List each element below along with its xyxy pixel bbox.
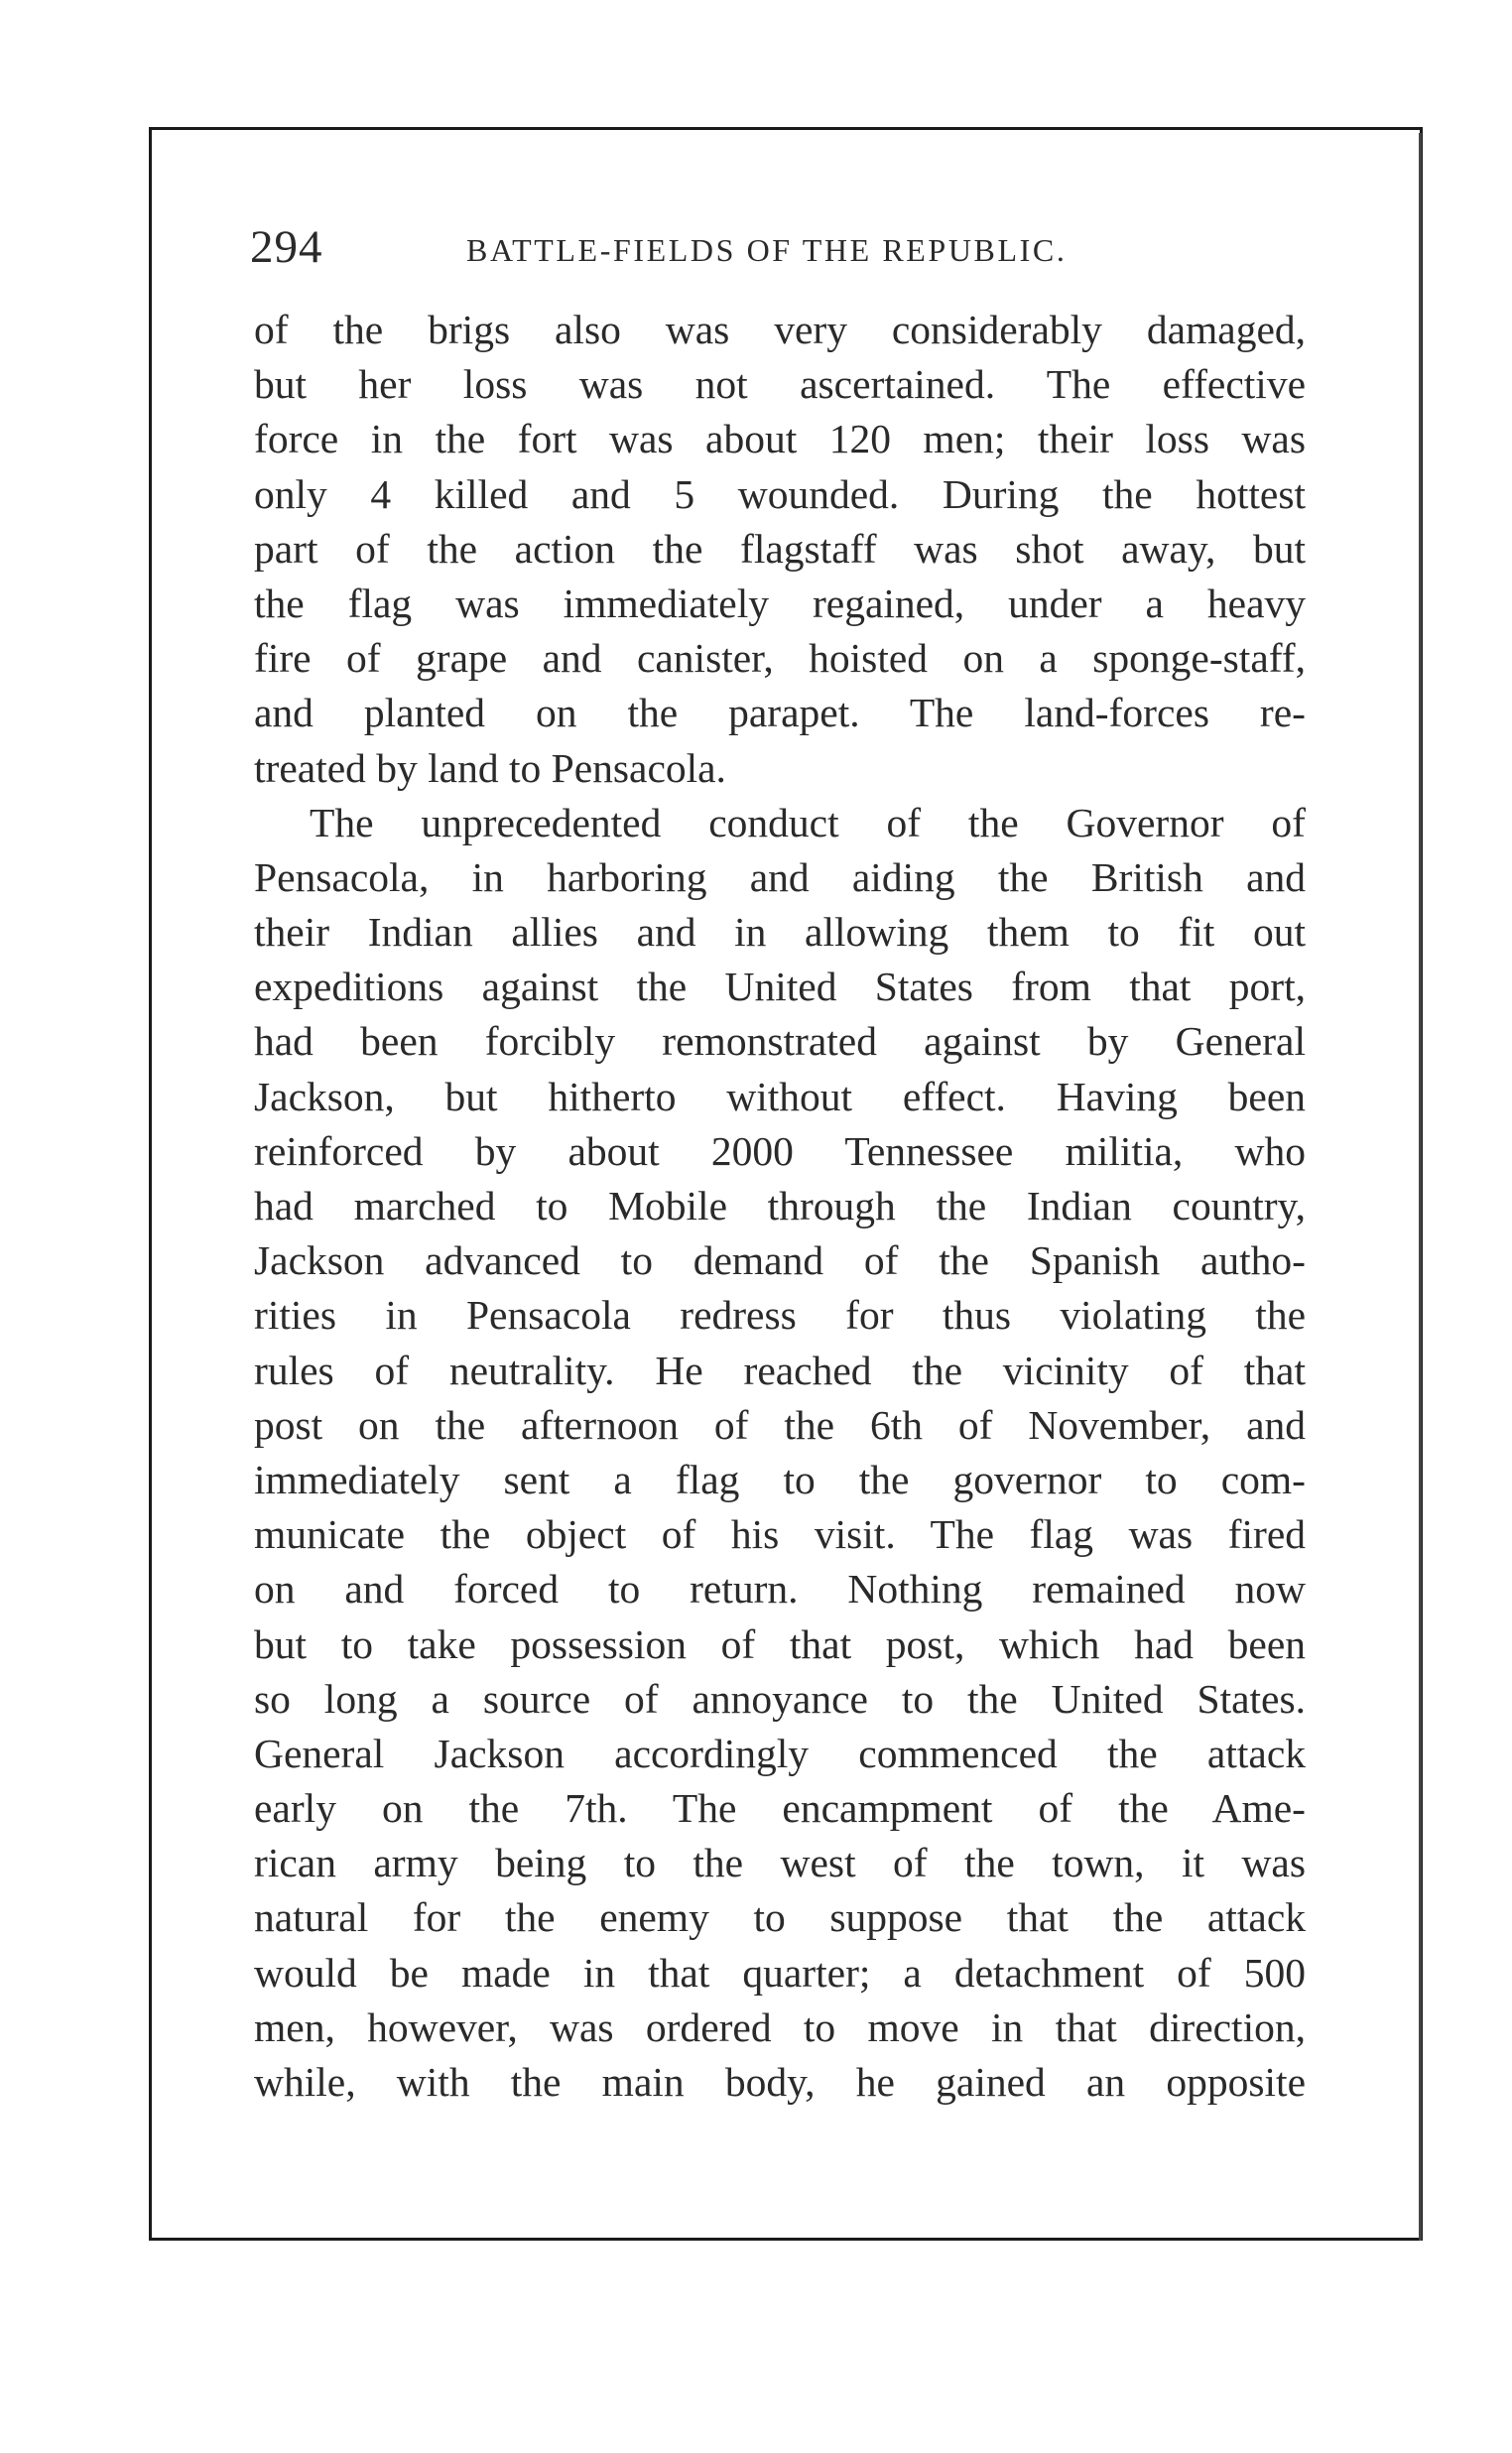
text-line: men, however, was ordered to move in that direction, — [254, 2003, 1306, 2050]
text-line: but her loss was not ascertained. The effective — [254, 361, 1306, 408]
text-line: fire of grape and canister, hoisted on a sponge-staff, — [254, 635, 1306, 682]
text-line: would be made in that quarter; a detachment of 500 — [254, 1949, 1306, 1996]
running-head — [250, 220, 1322, 280]
text-line: of the brigs also was very considerably damaged, — [254, 307, 1306, 352]
text-line: treated by land to Pensacola. — [254, 744, 726, 791]
text-line: Jackson advanced to demand of the Spanish autho- — [254, 1237, 1306, 1284]
page-border-edge — [1419, 133, 1422, 2241]
text-line: had marched to Mobile through the Indian country, — [254, 1183, 1306, 1228]
text-line: the flag was immediately regained, under a heavy — [254, 580, 1306, 626]
text-line: post on the afternoon of the 6th of November, and — [254, 1401, 1306, 1448]
text-line: rities in Pensacola redress for thus violating the — [254, 1292, 1306, 1339]
text-line: municate the object of his visit. The flag was fired — [254, 1511, 1306, 1558]
text-line: while, with the main body, he gained an opposite — [254, 2059, 1306, 2105]
text-line: only 4 killed and 5 wounded. During the hottest — [254, 470, 1306, 517]
text-line: had been forcibly remonstrated against by General — [254, 1018, 1306, 1065]
page-number: 294 — [250, 221, 323, 273]
running-head-title: BATTLE-FIELDS OF THE REPUBLIC. — [466, 232, 1068, 268]
text-line: General Jackson accordingly commenced the attack — [254, 1730, 1306, 1776]
text-line: but to take possession of that post, which had been — [254, 1620, 1306, 1667]
body-text — [254, 303, 1306, 2110]
text-line: and planted on the parapet. The land-forces re- — [254, 690, 1306, 736]
text-line: natural for the enemy to suppose that the attack — [254, 1894, 1306, 1941]
text-line: force in the fort was about 120 men; their loss was — [254, 416, 1306, 462]
text-line: expeditions against the United States from that port, — [254, 964, 1306, 1010]
text-line: reinforced by about 2000 Tennessee militia, who — [254, 1127, 1306, 1174]
text-line: Pensacola, in harboring and aiding the British and — [254, 853, 1306, 900]
text-line: part of the action the flagstaff was shot away, but — [254, 525, 1306, 572]
text-line: rules of neutrality. He reached the vicinity of that — [254, 1347, 1306, 1393]
text-line: early on the 7th. The encampment of the Ame- — [254, 1785, 1306, 1832]
text-line: on and forced to return. Nothing remained now — [254, 1566, 1306, 1613]
text-line: Jackson, but hitherto without effect. Having been — [254, 1073, 1306, 1119]
text-line: their Indian allies and in allowing them to fit out — [254, 909, 1306, 956]
text-line: rican army being to the west of the town, it was — [254, 1840, 1306, 1886]
paragraph-first-line: The unprecedented conduct of the Governor of — [310, 799, 1306, 845]
text-line: immediately sent a flag to the governor to com- — [254, 1456, 1306, 1502]
text-line: so long a source of annoyance to the United States. — [254, 1675, 1306, 1722]
